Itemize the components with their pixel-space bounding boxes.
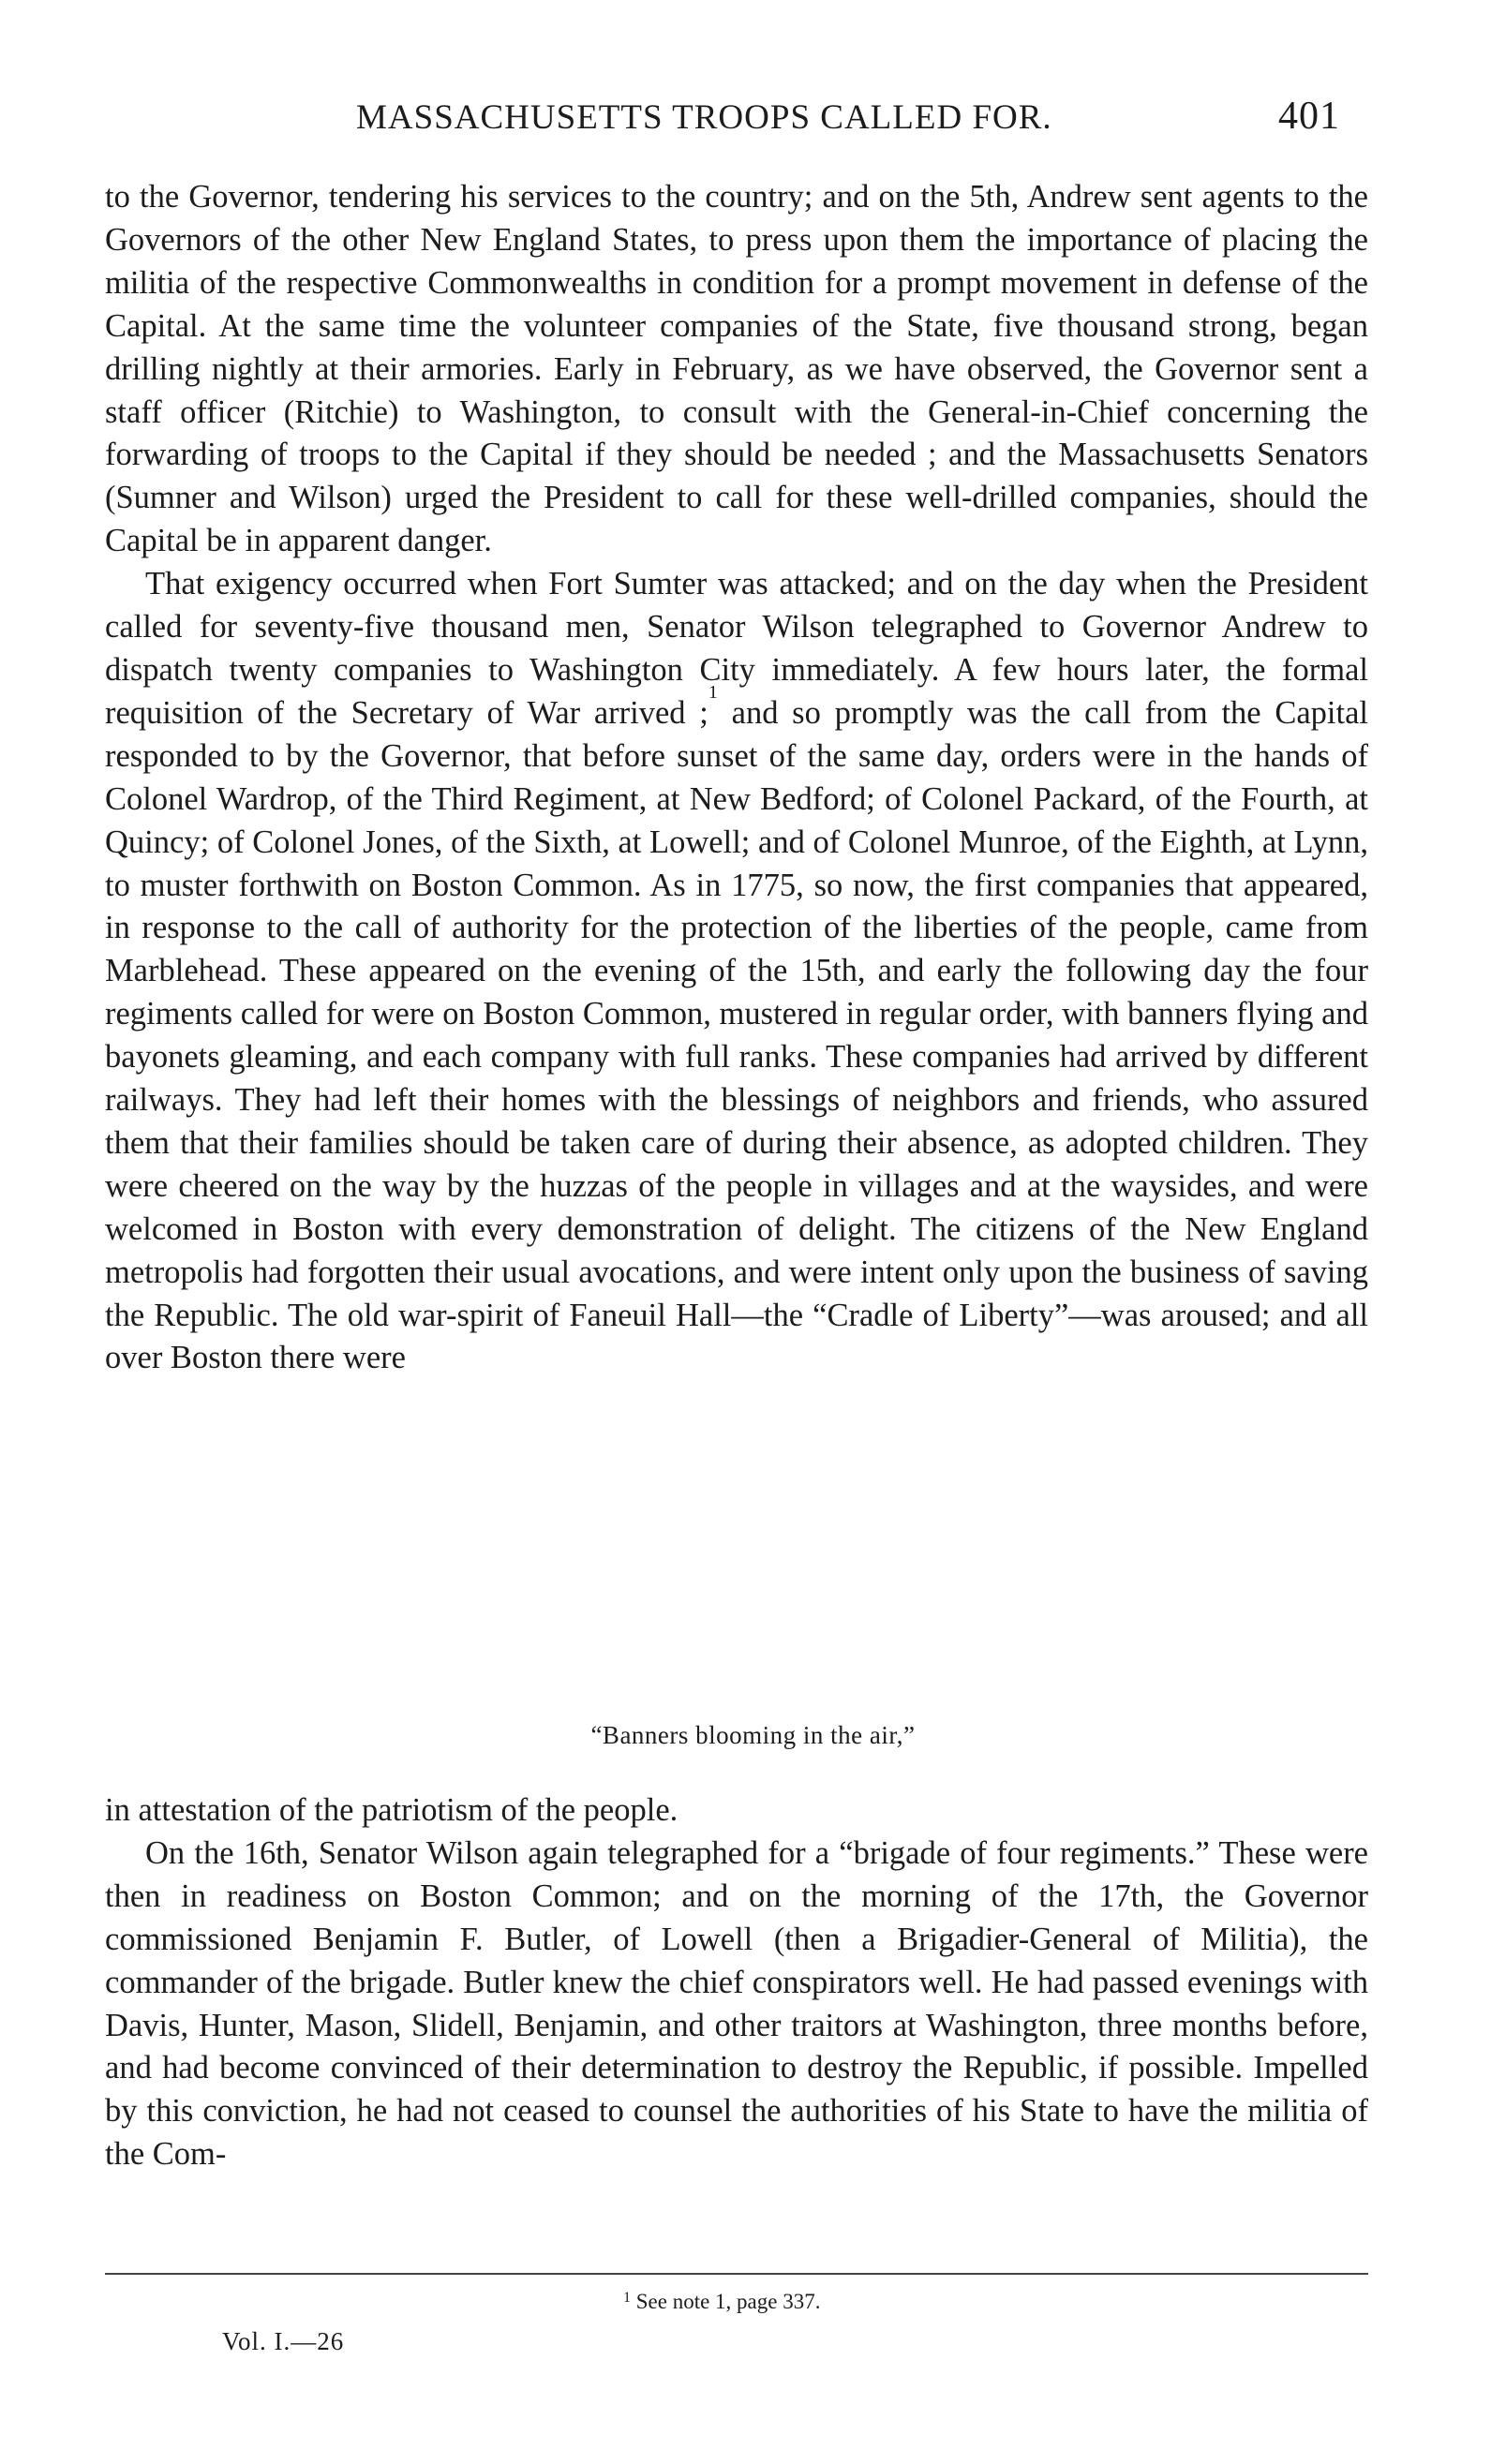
footnote-reference: 1 (708, 681, 718, 703)
running-head (356, 97, 1340, 144)
page-number: 401 (1278, 95, 1340, 138)
paragraph: to the Governor, tendering his services to the country; and on the 5th, Andrew sent agents to the Governors of the other New England States, to press upon them the importance of placing the militia of the respective Commonwealths in condition for a prompt movement in defense of the Capital. At the same time the volunteer companies of the State, five thousand strong, began drilling nightly at their armories. Early in February, as we have observed, the Governor sent a staff officer (Ritchie) to Washington, to consult with the General-in-Chief concerning the forwarding of troops to the Capital if they should be needed ; and the Massachusetts Senators (Sumner and Wilson) urged the President to call for these well-drilled companies, should the Capital be in apparent danger. (105, 179, 1368, 559)
body-text-continued (105, 1789, 1368, 2176)
paragraph: in attestation of the patriotism of the people. (105, 1792, 678, 1828)
running-title: MASSACHUSETTS TROOPS CALLED FOR. (356, 98, 1052, 137)
footnote (623, 2290, 820, 2314)
paragraph (105, 563, 1368, 1380)
block-quote: “Banners blooming in the air,” (590, 1721, 916, 1749)
paragraph: On the 16th, Senator Wilson again telegraphed for a “brigade of four regiments.” These were then in readiness on Boston Common; and on the morning of the 17th, the Governor commissioned Benjamin F. Butler, of Lowell (then a Brigadier-General of Militia), the commander of the brigade. Butler knew the chief conspirators well. He had passed evenings with Davis, Hunter, Mason, Slidell, Benjamin, and other traitors at Washington, three months before, and had become convinced of their determination to destroy the Republic, if possible. Impelled by this conviction, he had not ceased to counsel the authorities of his State to have the militia of the Com- (105, 1834, 1368, 2173)
volume-signature: Vol. I.—26 (222, 2327, 345, 2355)
paragraph-text: and so promptly was the call from the Capital responded to by the Governor, that before sunset of the same day, orders were in the hands of Colonel Wardrop, of the Third Regiment, at New Bedford; of Colonel Packard, of the Fourth, at Quincy; of Colonel Jones, of the Sixth, at Lowell; and of Colonel Munroe, of the Eighth, at Lynn, to muster forthwith on Boston Common. As in 1775, so now, the first companies that appeared, in response to the call of authority for the protection of the liberties of the people, came from Marblehead. These appeared on the evening of the 15th, and early the following day the four regiments called for were on Boston Common, mustered in regular order, with banners flying and bayonets gleaming, and each company with full ranks. These companies had arrived by different railways. They had left their homes with the blessings of neighbors and friends, who assured them that their families should be taken care of during their absence, as adopted children. They were cheered on the way by the huzzas of the people in villages and at the waysides, and were welcomed in Boston with every demonstration of delight. The citizens of the New England metropolis had forgotten their usual avocations, and were intent only upon the business of saving the Republic. The old war-spirit of Faneuil Hall—the “Cradle of Liberty”—was aroused; and all over Boston there were (105, 694, 1368, 1376)
paragraph-text: That exigency occurred when Fort Sumter was attacked; and on the day when the President called for seventy-five thousand men, Senator Wilson telegraphed to Governor Andrew to dispatch twenty companies to Washington City immediately. A few hours later, the formal requisition of the Secretary of War arrived ; (105, 566, 1368, 731)
footnote-text: See note 1, page 337. (635, 2290, 821, 2313)
body-text (105, 176, 1368, 1380)
footnote-divider (105, 2273, 1368, 2275)
footnote-marker: 1 (623, 2290, 631, 2306)
